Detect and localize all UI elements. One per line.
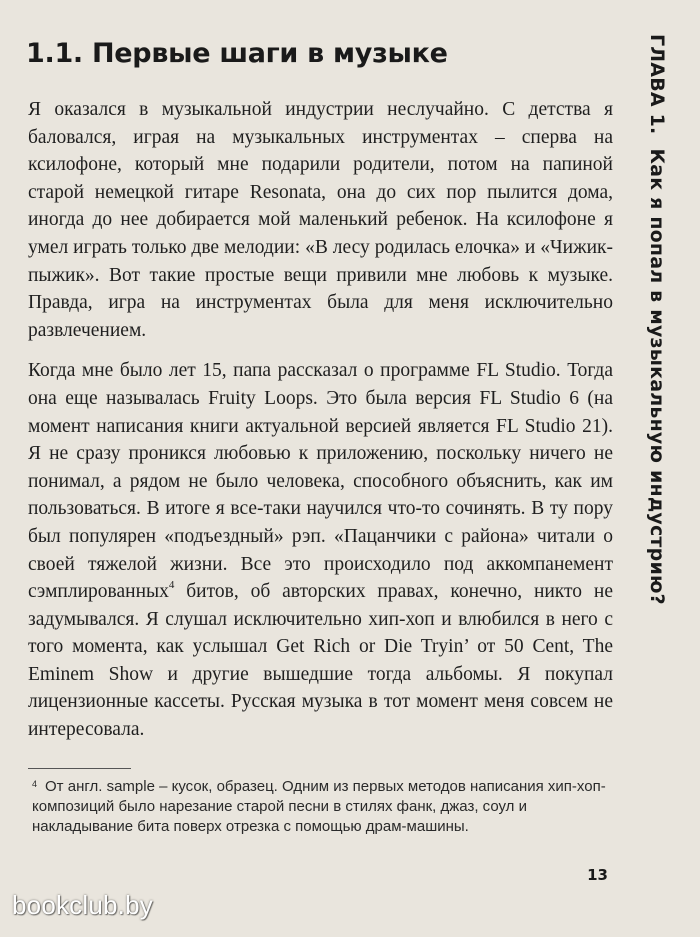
footnote — [32, 774, 617, 837]
footnote-marker: 4 — [32, 779, 38, 789]
page-number: 13 — [587, 866, 608, 884]
paragraph: Я оказался в музыкальной индустрии неслучайно. С детства я баловался, играя на музыкальных инструментах – сперва на ксилофоне, который мне подарили родители, потом на папиной старой немецкой гитаре Resonata, она до сих пор пылится дома, иногда до нее добирается мой маленький ребенок. На ксилофоне я умел играть только две мелодии: «В лесу родилась елочка» и «Чижик-пыжик». Вот такие простые вещи привили мне любовь к музыке. Правда, игра на инструментах была для меня исключительно развлечением. — [28, 99, 613, 341]
paragraph — [28, 357, 613, 743]
body-text — [28, 96, 613, 744]
running-head-title: Как я попал в музыкальную индустрию? — [646, 148, 668, 605]
footnote-reference: 4 — [168, 578, 175, 591]
running-head — [646, 34, 668, 605]
footnote-divider — [28, 768, 131, 769]
paragraph-text: Когда мне было лет 15, папа рассказал о программе FL Studio. Тогда она еще называлась Fruity Loops. Это была версия FL Studio 6 (на момент написания книги актуальной версией является FL Studio 21). Я не сразу проникся любовью к приложению, поскольку ничего не понимал, а рядом не было человека, способного объяснить, как им пользоваться. В итоге я все-таки научился что-то сочинять. В ту пору был популярен «подъездный» рэп. «Пацанчики с района» читали о своей тяжелой жизни. Все это происходило под аккомпанемент сэмплированных — [28, 360, 613, 603]
watermark: bookclub.by — [12, 890, 153, 920]
footnote-text: От англ. sample – кусок, образец. Одним из первых методов написания хип-хоп-композиций было нарезание старой песни в стилях фанк, джаз, соул и накладывание бита поверх отрезка с помощью драм-машины. — [32, 778, 606, 835]
running-head-chapter: ГЛАВА 1. — [646, 34, 668, 135]
section-title: 1.1. Первые шаги в музыке — [26, 38, 448, 69]
paragraph-text: битов, об авторских правах, конечно, никто не задумывался. Я слушал исключительно хип-хоп и влюбился в него с того момента, как услышал Get Rich or Die Tryin’ от 50 Cent, The Eminem Show и другие вышедшие тогда альбомы. Я покупал лицензионные кассеты. Русская музыка в тот момент меня совсем не интересовала. — [28, 581, 613, 741]
